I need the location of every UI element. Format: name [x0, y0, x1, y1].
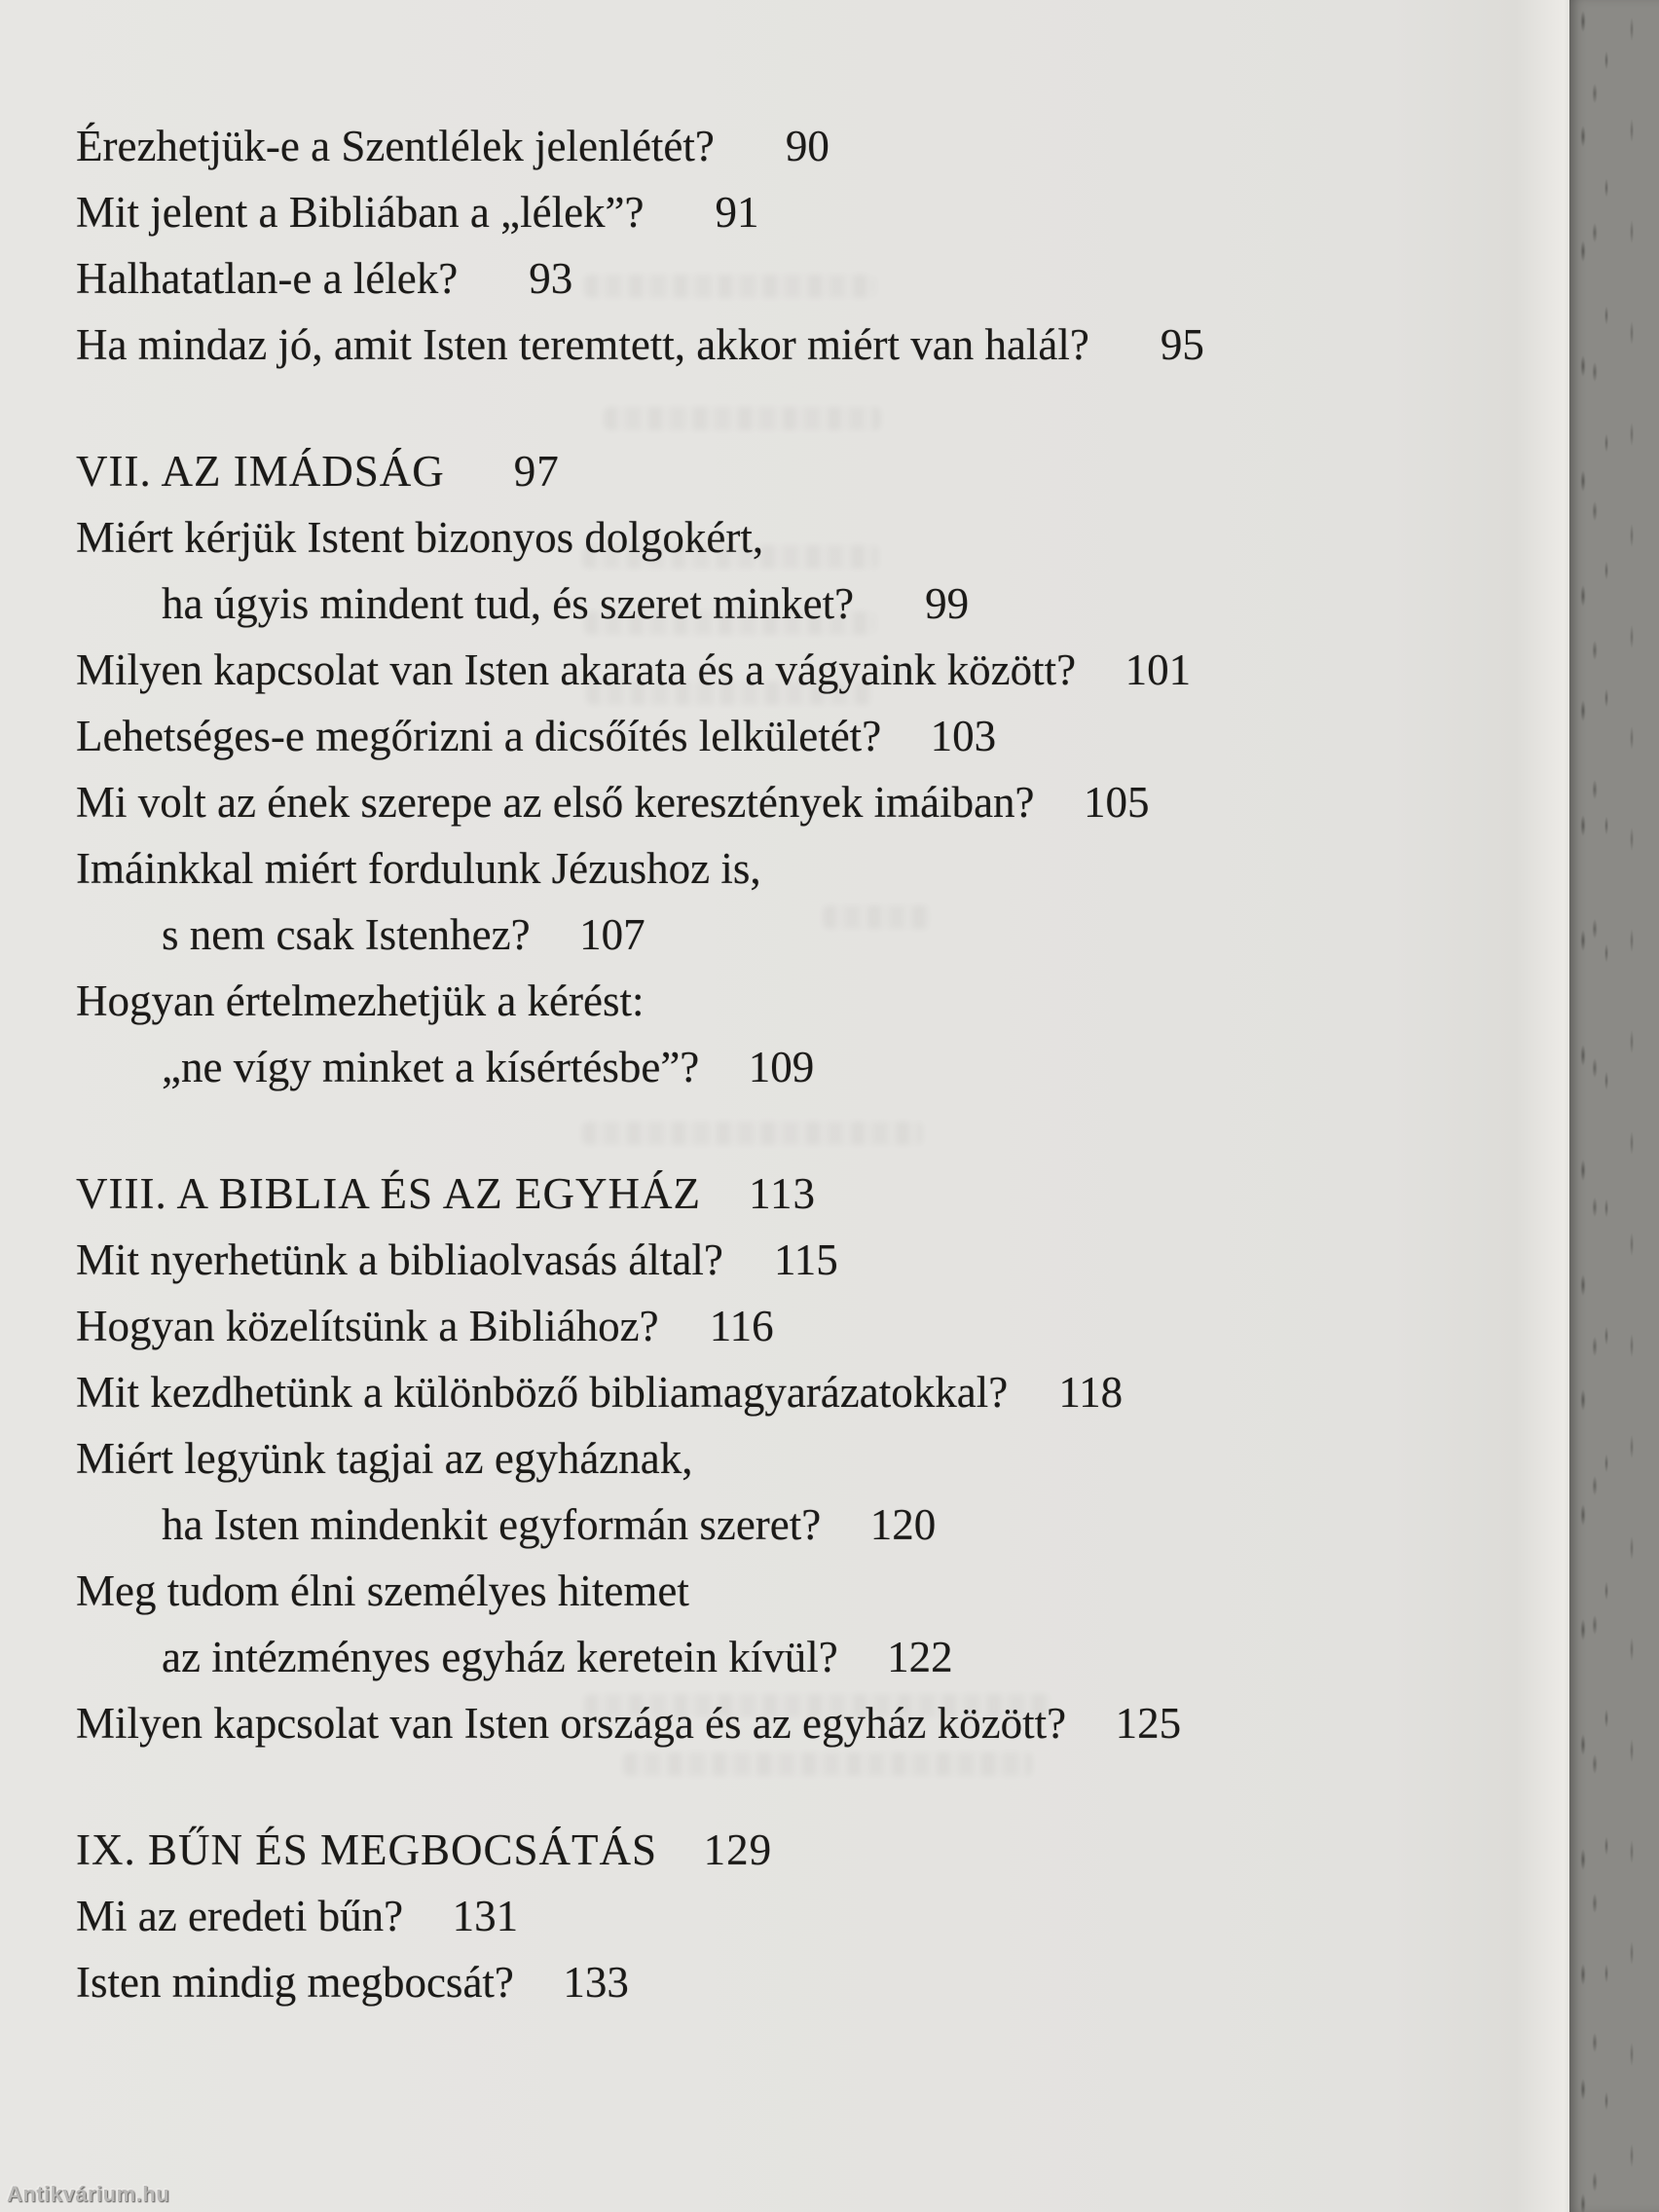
- page-number: 109: [748, 1043, 815, 1091]
- toc-entry-text: IX. BŰN ÉS MEGBOCSÁTÁS: [76, 1825, 658, 1874]
- toc-row: [76, 1949, 1361, 2015]
- page-number: 103: [930, 712, 997, 760]
- antikvarium-watermark: Antikvárium.hu: [7, 2182, 170, 2206]
- bleed-through-smudge: [582, 545, 879, 569]
- toc-row: [76, 769, 1361, 835]
- toc-entry-text: Lehetséges-e megőrizni a dicsőítés lelkületét?: [76, 712, 882, 760]
- page-number: 120: [869, 1500, 937, 1549]
- page-number: 129: [703, 1825, 773, 1874]
- toc-entry-text: Milyen kapcsolat van Isten országa és az egyház között?: [76, 1699, 1067, 1748]
- toc-row: [76, 1558, 1361, 1624]
- toc-section-heading: [76, 1161, 1361, 1227]
- page-number: 95: [1160, 320, 1204, 369]
- page-number: 107: [579, 910, 645, 959]
- toc-row: [76, 1492, 1361, 1558]
- toc-section-heading: [76, 438, 1361, 504]
- page-number: 116: [709, 1302, 774, 1350]
- page-number: 99: [925, 579, 970, 628]
- page-number: 93: [529, 254, 573, 303]
- page-number: 90: [785, 122, 830, 170]
- toc-entry-text: Mit kezdhetünk a különböző bibliamagyarázatokkal?: [76, 1368, 1009, 1417]
- toc-row: [76, 1624, 1361, 1690]
- toc-entry-text: s nem csak Istenhez?: [162, 910, 531, 959]
- toc-entry-text: Mi az eredeti bűn?: [76, 1892, 404, 1940]
- page-number: 97: [513, 447, 560, 496]
- toc-row: [76, 312, 1361, 378]
- toc-entry-text: Ha mindaz jó, amit Isten teremtett, akkor miért van halál?: [76, 320, 1089, 369]
- toc-row: [76, 902, 1361, 968]
- toc-row: [76, 1425, 1361, 1492]
- toc-row: [76, 835, 1361, 902]
- page-number: 131: [452, 1892, 519, 1940]
- toc-row: [76, 1227, 1361, 1293]
- bleed-through-smudge: [623, 1752, 1032, 1776]
- toc-entry-text: Érezhetjük-e a Szentlélek jelenlétét?: [76, 122, 715, 170]
- toc-entry-text: az intézményes egyház keretein kívül?: [162, 1633, 838, 1681]
- toc-section-heading: [76, 1817, 1361, 1883]
- page-number: 113: [749, 1169, 816, 1218]
- toc-entry-text: „ne vígy minket a kísértésbe”?: [162, 1043, 700, 1091]
- toc-entry-text: ha úgyis mindent tud, és szeret minket?: [162, 579, 855, 628]
- bleed-through-smudge: [823, 905, 930, 929]
- page-number: 101: [1124, 645, 1192, 694]
- toc-entry-text: Imáinkkal miért fordulunk Jézushoz is,: [76, 844, 761, 893]
- toc-entry-text: VIII. A BIBLIA ÉS AZ EGYHÁZ: [76, 1169, 701, 1218]
- table-of-contents: [76, 113, 1361, 2015]
- toc-entry-text: Hogyan közelítsünk a Bibliához?: [76, 1302, 659, 1350]
- toc-entry-text: Miért legyünk tagjai az egyháznak,: [76, 1434, 693, 1483]
- book-edge-strip: [1569, 0, 1659, 2212]
- toc-entry-text: Halhatatlan-e a lélek?: [76, 254, 459, 303]
- toc-row: [76, 1883, 1361, 1949]
- page-number: 115: [773, 1235, 838, 1284]
- toc-row: [76, 1293, 1361, 1359]
- toc-entry-text: Mi volt az ének szerepe az első keresztények imáiban?: [76, 778, 1035, 827]
- bleed-through-smudge: [604, 407, 881, 430]
- toc-entry-text: Milyen kapcsolat van Isten akarata és a vágyaink között?: [76, 645, 1077, 694]
- toc-row: [76, 1034, 1361, 1100]
- toc-row: [76, 703, 1361, 769]
- toc-entry-text: Miért kérjük Istent bizonyos dolgokért,: [76, 513, 764, 562]
- page-number: 133: [563, 1958, 629, 2007]
- page-number: 125: [1115, 1699, 1182, 1748]
- bleed-through-smudge: [584, 275, 876, 298]
- page-number: 91: [715, 188, 759, 237]
- bleed-through-smudge: [584, 611, 876, 635]
- bleed-through-smudge: [584, 1694, 1051, 1717]
- bleed-through-smudge: [582, 1122, 923, 1145]
- page-number: 122: [887, 1633, 953, 1681]
- page-number: 105: [1084, 778, 1150, 827]
- toc-entry-text: Isten mindig megbocsát?: [76, 1958, 514, 2007]
- toc-entry-text: Mit jelent a Bibliában a „lélek”?: [76, 188, 645, 237]
- toc-row: [76, 968, 1361, 1034]
- toc-entry-text: VII. AZ IMÁDSÁG: [76, 447, 445, 496]
- toc-entry-text: ha Isten mindenkit egyformán szeret?: [162, 1500, 822, 1549]
- bleed-through-smudge: [586, 682, 873, 705]
- toc-entry-text: Hogyan értelmezhetjük a kérést:: [76, 977, 645, 1025]
- toc-row: [76, 179, 1361, 245]
- toc-row: [76, 1359, 1361, 1425]
- toc-row: [76, 113, 1361, 179]
- toc-entry-text: Mit nyerhetünk a bibliaolvasás által?: [76, 1235, 723, 1284]
- toc-entry-text: Meg tudom élni személyes hitemet: [76, 1567, 689, 1615]
- page-number: 118: [1058, 1368, 1124, 1417]
